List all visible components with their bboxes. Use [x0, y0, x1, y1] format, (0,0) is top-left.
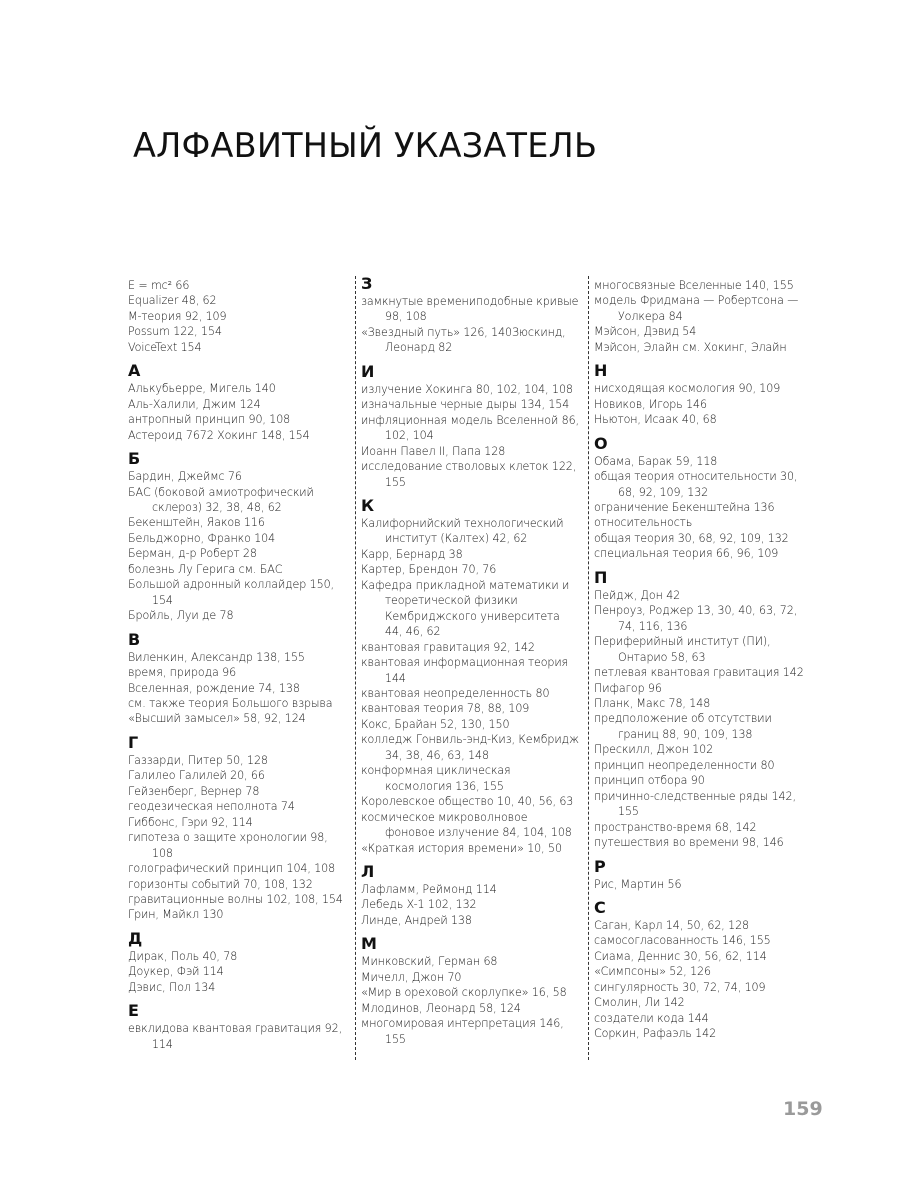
index-entry: болезнь Лу Герига см. БАС: [128, 562, 283, 576]
index-section: [594, 568, 812, 851]
index-entry: Пенроуз, Роджер 13, 30, 40, 63, 72, 74, 116, 136: [594, 604, 798, 633]
index-entry: «Мир в ореховой скорлупке» 16, 58: [361, 986, 567, 1000]
index-section: [361, 496, 579, 856]
page-number: 159: [783, 1098, 823, 1120]
index-entry: Астероид 7672 Хокинг 148, 154: [128, 428, 310, 442]
index-entry: Вселенная, рождение 74, 138: [128, 681, 300, 695]
index-entry: нисходящая космология 90, 109: [594, 382, 781, 396]
index-entry: относительность: [594, 516, 693, 530]
index-entry: Млодинов, Леонард 58, 124: [361, 1001, 521, 1015]
index-entry: Аль-Халили, Джим 124: [128, 397, 261, 411]
index-entry: Equalizer 48, 62: [128, 294, 217, 308]
index-entry: квантовая информационная теория 144: [361, 656, 568, 685]
index-entry: Доукер, Фэй 114: [128, 965, 224, 979]
index-entry: горизонты событий 70, 108, 132: [128, 877, 313, 891]
section-letter: Л: [361, 861, 375, 881]
index-entry: «Симпсоны» 52, 126: [594, 965, 711, 979]
index-entry: создатели кода 144: [594, 1011, 709, 1025]
index-entry: Грин, Майкл 130: [128, 908, 224, 922]
index-entry: гравитационные волны 102, 108, 154: [128, 892, 343, 906]
index-entry: VoiceText 154: [128, 340, 202, 354]
section-letter: Н: [594, 361, 608, 381]
index-entry: Королевское общество 10, 40, 56, 63: [361, 795, 574, 809]
index-entry: петлевая квантовая гравитация 142: [594, 666, 804, 680]
index-section: [128, 449, 346, 624]
index-entry: E = mc² 66: [128, 279, 190, 292]
index-entry: космическое микроволновое фоновое излучение 84, 104, 108: [361, 810, 572, 840]
index-entry: Бельджорно, Франко 104: [128, 531, 276, 545]
index-entry: гипотеза о защите хронологии 98, 108: [128, 831, 328, 860]
index-entry: Минковский, Герман 68: [361, 955, 498, 969]
index-entry: причинно-следственные ряды 142, 155: [594, 789, 796, 819]
index-entry: общая теория 30, 68, 92, 109, 132: [594, 531, 789, 545]
section-letter: О: [594, 433, 608, 453]
index-entry: принцип неопределенности 80: [594, 758, 775, 772]
index-entry: конформная циклическая космология 136, 155: [361, 764, 511, 793]
index-entry: «Высший замысел» 58, 92, 124: [128, 712, 306, 726]
index-entry: исследование стволовых клеток 122, 155: [361, 460, 577, 489]
index-entry: Соркин, Рафаэль 142: [594, 1027, 717, 1041]
index-section: [594, 898, 812, 1042]
index-entry: M-теория 92, 109: [128, 309, 227, 323]
section-letter: В: [128, 629, 141, 649]
index-entry: Планк, Макс 78, 148: [594, 696, 711, 710]
index-entry: инфляционная модель Вселенной 86, 102, 104: [361, 413, 579, 443]
index-entry: квантовая неопределенность 80: [361, 686, 550, 700]
index-entry: см. также теория Большого взрыва: [128, 696, 333, 710]
index-entry: Дэвис, Пол 134: [128, 980, 216, 994]
index-section: [361, 362, 579, 490]
index-section: [361, 862, 579, 928]
index-entry: Бекенштейн, Яаков 116: [128, 516, 265, 530]
section-letter: С: [594, 897, 606, 917]
index-entry: Газзарди, Питер 50, 128: [128, 753, 268, 767]
index-section: [594, 361, 812, 427]
index-entry: «Звездный путь» 126, 140Зюскинд, Леонард 82: [361, 325, 566, 355]
index-entry: сингулярность 30, 72, 74, 109: [594, 980, 766, 994]
index-section: [361, 934, 579, 1047]
section-letter: Д: [128, 928, 143, 948]
index-entry: квантовая теория 78, 88, 109: [361, 702, 530, 716]
index-entry: Лафламм, Реймонд 114: [361, 882, 497, 896]
index-section: [128, 1001, 346, 1052]
index-entry: Мэйсон, Дэвид 54: [594, 325, 697, 339]
index-entry: модель Фридмана — Робертсона — Уолкера 84: [594, 294, 799, 323]
index-entry: Ньютон, Исаак 40, 68: [594, 413, 717, 427]
index-entry: Карр, Бернард 38: [361, 547, 463, 561]
index-entry: Прескилл, Джон 102: [594, 743, 714, 757]
index-entry: ограничение Бекенштейна 136: [594, 500, 775, 514]
index-entry: Гиббонс, Гэри 92, 114: [128, 815, 253, 829]
index-entry: Большой адронный коллайдер 150, 154: [128, 578, 334, 607]
section-letter: Б: [128, 449, 141, 469]
index-entry: Виленкин, Александр 138, 155: [128, 650, 305, 664]
index-entry: пространство-время 68, 142: [594, 820, 757, 834]
index-entry: колледж Гонвиль-энд-Киз, Кембридж 34, 38, 46, 63, 148: [361, 733, 579, 762]
index-section: [594, 278, 812, 355]
index-entry: БАС (боковой амиотрофический склероз) 32, 38, 48, 62: [128, 485, 314, 514]
index-entry: Лебедь X-1 102, 132: [361, 898, 477, 912]
index-entry: геодезическая неполнота 74: [128, 800, 295, 814]
index-entry: общая теория относительности 30, 68, 92, 109, 132: [594, 470, 798, 499]
index-entry: многомировая интерпретация 146, 155: [361, 1017, 564, 1046]
index-entry: Линде, Андрей 138: [361, 913, 472, 927]
index-entry: время, природа 96: [128, 666, 237, 680]
index-entry: Калифорнийский технологический институт (Калтех) 42, 62: [361, 516, 564, 546]
index-entry: многосвязные Вселенные 140, 155: [594, 279, 794, 292]
section-letter: Р: [594, 856, 606, 876]
index-entry: Гейзенберг, Вернер 78: [128, 784, 260, 798]
index-entry: Смолин, Ли 142: [594, 996, 685, 1010]
section-letter: А: [128, 361, 141, 381]
index-entry: Possum 122, 154: [128, 325, 222, 339]
index-entry: Бардин, Джеймс 76: [128, 470, 242, 484]
column-divider-1: [355, 276, 356, 1060]
index-entry: Пейдж, Дон 42: [594, 588, 681, 602]
index-entry: квантовая гравитация 92, 142: [361, 640, 535, 654]
index-entry: Сиама, Деннис 30, 56, 62, 114: [594, 949, 767, 963]
section-letter: К: [361, 495, 375, 515]
index-section: [361, 274, 579, 356]
index-entry: предположение об отсутствии границ 88, 90, 109, 138: [594, 712, 772, 741]
index-entry: Кафедра прикладной математики и теоретической физики Кембриджского университета 44, 46, 62: [361, 578, 570, 639]
index-entry: Мичелл, Джон 70: [361, 970, 462, 984]
section-letter: Е: [128, 1001, 139, 1021]
index-entry: замкнутые времениподобные кривые 98, 108: [361, 295, 579, 324]
section-letter: М: [361, 934, 377, 954]
index-entry: антропный принцип 90, 108: [128, 413, 291, 427]
index-entry: принцип отбора 90: [594, 774, 705, 788]
index-entry: Картер, Брендон 70, 76: [361, 563, 497, 577]
index-column-1: [128, 278, 346, 1052]
section-letter: П: [594, 567, 608, 587]
index-entry: «Краткая история времени» 10, 50: [361, 841, 562, 855]
page-title: АЛФАВИТНЫЙ УКАЗАТЕЛЬ: [133, 126, 598, 165]
index-entry: излучение Хокинга 80, 102, 104, 108: [361, 382, 573, 396]
section-letter: З: [361, 274, 373, 293]
index-entry: Пифагор 96: [594, 681, 662, 695]
index-entry: Мэйсон, Элайн см. Хокинг, Элайн: [594, 340, 787, 354]
index-section: [594, 434, 812, 562]
index-entry: евклидова квантовая гравитация 92, 114: [128, 1022, 343, 1051]
index-entry: Обама, Барак 59, 118: [594, 454, 718, 468]
index-entry: голографический принцип 104, 108: [128, 862, 336, 876]
index-entry: специальная теория 66, 96, 109: [594, 547, 779, 561]
index-entry: Бройль, Луи де 78: [128, 609, 234, 623]
index-section: [594, 857, 812, 892]
index-entry: Новиков, Игорь 146: [594, 397, 707, 411]
index-section: [128, 630, 346, 727]
section-letter: Г: [128, 732, 139, 752]
index-entry: Периферийный институт (ПИ), Онтарио 58, 63: [594, 635, 771, 664]
index-entry: путешествия во времени 98, 146: [594, 836, 784, 850]
column-divider-2: [588, 276, 589, 1060]
index-entry: изначальные черные дыры 134, 154: [361, 398, 570, 412]
index-entry: Берман, д-р Роберт 28: [128, 547, 257, 561]
index-section: [128, 929, 346, 995]
index-entry: самосогласованность 146, 155: [594, 934, 771, 948]
index-section: [128, 733, 346, 923]
index-entry: Алькубьерре, Мигель 140: [128, 382, 276, 396]
index-entry: Дирак, Поль 40, 78: [128, 949, 238, 963]
index-entry: Галилео Галилей 20, 66: [128, 769, 265, 783]
index-section: [128, 278, 346, 355]
index-entry: Иоанн Павел II, Папа 128: [361, 444, 506, 458]
section-letter: И: [361, 361, 375, 381]
index-entry: Саган, Карл 14, 50, 62, 128: [594, 918, 750, 932]
index-entry: Рис, Мартин 56: [594, 877, 682, 891]
index-column-3: [594, 278, 812, 1042]
index-section: [128, 361, 346, 443]
index-entry: Кокс, Брайан 52, 130, 150: [361, 717, 510, 731]
index-column-2: [361, 274, 579, 1047]
